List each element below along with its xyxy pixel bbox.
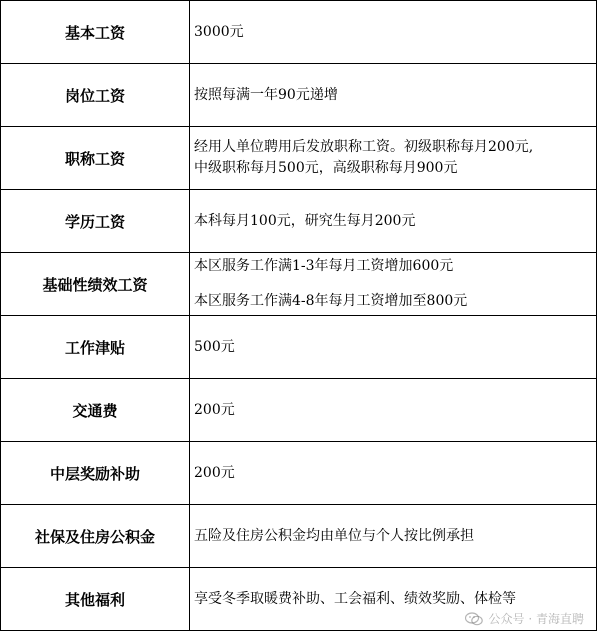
row-value: 享受冬季取暖费补助、工会福利、绩效奖励、体检等 bbox=[190, 568, 597, 631]
row-value: 3000元 bbox=[190, 1, 597, 64]
value-line: 经用人单位聘用后发放职称工资。初级职称每月200元, bbox=[194, 139, 534, 155]
row-value: 200元 bbox=[190, 442, 597, 505]
row-label: 中层奖励补助 bbox=[1, 442, 190, 505]
row-label: 其他福利 bbox=[1, 568, 190, 631]
table-row bbox=[1, 568, 597, 631]
table-row bbox=[1, 190, 597, 253]
table-row bbox=[1, 442, 597, 505]
row-label: 工作津贴 bbox=[1, 316, 190, 379]
table-row bbox=[1, 253, 597, 316]
row-label: 职称工资 bbox=[1, 127, 190, 190]
table-row bbox=[1, 127, 597, 190]
table-row bbox=[1, 316, 597, 379]
row-value bbox=[190, 127, 597, 190]
row-value bbox=[190, 253, 597, 316]
row-value: 本科每月100元，研究生每月200元 bbox=[190, 190, 597, 253]
row-label: 岗位工资 bbox=[1, 64, 190, 127]
row-value: 按照每满一年90元递增 bbox=[190, 64, 597, 127]
row-label: 基本工资 bbox=[1, 1, 190, 64]
value-paragraph: 本区服务工作满1-3年每月工资增加600元 bbox=[194, 258, 454, 274]
table-row bbox=[1, 64, 597, 127]
row-value: 200元 bbox=[190, 379, 597, 442]
table-row bbox=[1, 505, 597, 568]
value-line: 中级职称每月500元，高级职称每月900元 bbox=[194, 160, 458, 176]
row-label: 社保及住房公积金 bbox=[1, 505, 190, 568]
row-value: 五险及住房公积金均由单位与个人按比例承担 bbox=[190, 505, 597, 568]
table-row bbox=[1, 379, 597, 442]
row-value: 500元 bbox=[190, 316, 597, 379]
table-row bbox=[1, 1, 597, 64]
watermark-text: 公众号 · 青海直聘 bbox=[488, 612, 584, 626]
row-label: 基础性绩效工资 bbox=[1, 253, 190, 316]
value-paragraph: 本区服务工作满4-8年每月工资增加至800元 bbox=[194, 293, 468, 309]
row-label: 学历工资 bbox=[1, 190, 190, 253]
row-label: 交通费 bbox=[1, 379, 190, 442]
